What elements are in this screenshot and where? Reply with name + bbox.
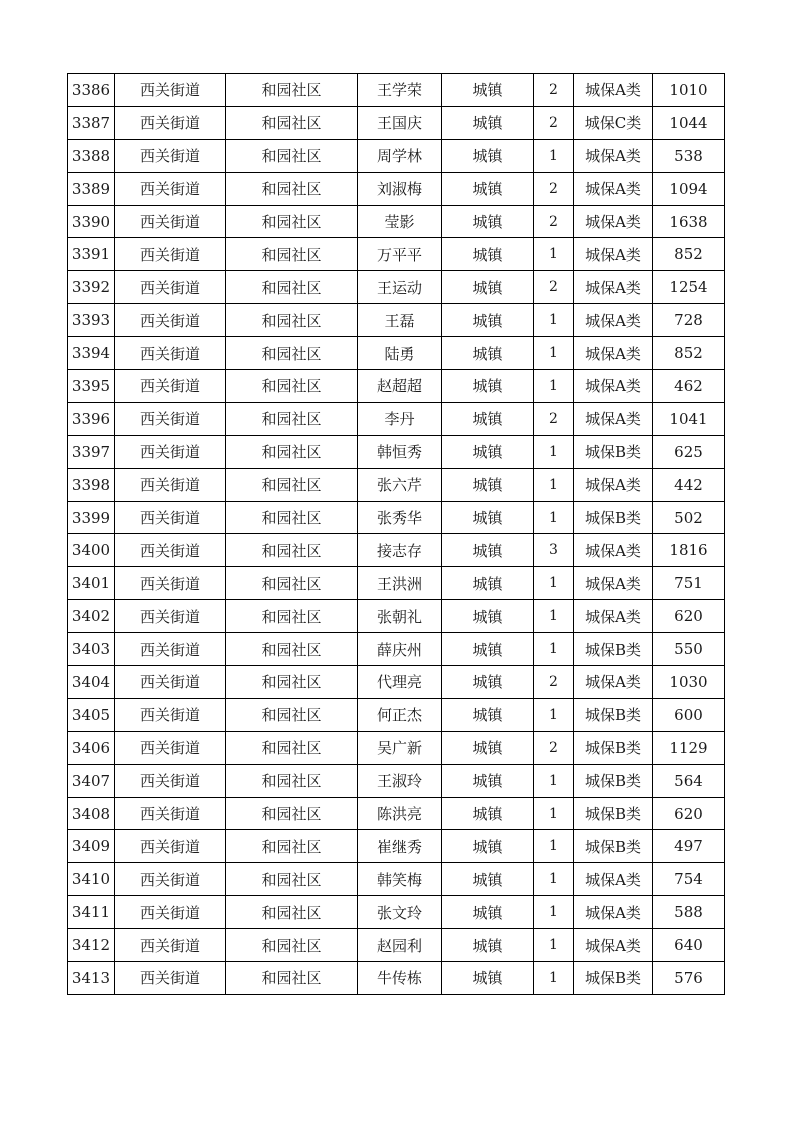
amount-cell: 576 xyxy=(653,962,725,995)
community-cell: 和园社区 xyxy=(226,238,358,271)
household-count-cell: 1 xyxy=(534,304,574,337)
seq-number-cell: 3403 xyxy=(68,633,115,666)
area-type-cell: 城镇 xyxy=(442,863,534,896)
insurance-category-cell: 城保A类 xyxy=(574,600,653,633)
amount-cell: 852 xyxy=(653,238,725,271)
household-count-cell: 1 xyxy=(534,468,574,501)
amount-cell: 751 xyxy=(653,567,725,600)
area-type-cell: 城镇 xyxy=(442,337,534,370)
name-cell: 薛庆州 xyxy=(358,633,442,666)
community-cell: 和园社区 xyxy=(226,271,358,304)
name-cell: 陆勇 xyxy=(358,337,442,370)
amount-cell: 754 xyxy=(653,863,725,896)
table-row xyxy=(68,337,725,370)
subdistrict-cell: 西关街道 xyxy=(115,896,226,929)
amount-cell: 550 xyxy=(653,633,725,666)
subdistrict-cell: 西关街道 xyxy=(115,304,226,337)
household-count-cell: 2 xyxy=(534,402,574,435)
table-row xyxy=(68,205,725,238)
amount-cell: 588 xyxy=(653,896,725,929)
seq-number-cell: 3392 xyxy=(68,271,115,304)
seq-number-cell: 3407 xyxy=(68,764,115,797)
table-row xyxy=(68,74,725,107)
household-count-cell: 2 xyxy=(534,731,574,764)
insurance-category-cell: 城保A类 xyxy=(574,468,653,501)
area-type-cell: 城镇 xyxy=(442,633,534,666)
table-row xyxy=(68,830,725,863)
name-cell: 何正杰 xyxy=(358,698,442,731)
insurance-category-cell: 城保B类 xyxy=(574,698,653,731)
amount-cell: 538 xyxy=(653,139,725,172)
seq-number-cell: 3398 xyxy=(68,468,115,501)
insurance-category-cell: 城保A类 xyxy=(574,863,653,896)
community-cell: 和园社区 xyxy=(226,74,358,107)
insurance-category-cell: 城保A类 xyxy=(574,402,653,435)
area-type-cell: 城镇 xyxy=(442,698,534,731)
seq-number-cell: 3391 xyxy=(68,238,115,271)
community-cell: 和园社区 xyxy=(226,501,358,534)
household-count-cell: 2 xyxy=(534,74,574,107)
household-count-cell: 2 xyxy=(534,172,574,205)
name-cell: 王磊 xyxy=(358,304,442,337)
community-cell: 和园社区 xyxy=(226,370,358,403)
name-cell: 刘淑梅 xyxy=(358,172,442,205)
table-row xyxy=(68,172,725,205)
amount-cell: 1010 xyxy=(653,74,725,107)
table-row xyxy=(68,731,725,764)
household-count-cell: 1 xyxy=(534,337,574,370)
name-cell: 万平平 xyxy=(358,238,442,271)
table-row xyxy=(68,797,725,830)
community-cell: 和园社区 xyxy=(226,468,358,501)
name-cell: 张文玲 xyxy=(358,896,442,929)
amount-cell: 625 xyxy=(653,435,725,468)
table-row xyxy=(68,238,725,271)
household-count-cell: 1 xyxy=(534,238,574,271)
area-type-cell: 城镇 xyxy=(442,731,534,764)
subdistrict-cell: 西关街道 xyxy=(115,370,226,403)
subdistrict-cell: 西关街道 xyxy=(115,962,226,995)
area-type-cell: 城镇 xyxy=(442,830,534,863)
amount-cell: 462 xyxy=(653,370,725,403)
seq-number-cell: 3409 xyxy=(68,830,115,863)
subdistrict-cell: 西关街道 xyxy=(115,106,226,139)
area-type-cell: 城镇 xyxy=(442,600,534,633)
area-type-cell: 城镇 xyxy=(442,74,534,107)
insurance-category-cell: 城保A类 xyxy=(574,74,653,107)
area-type-cell: 城镇 xyxy=(442,764,534,797)
name-cell: 陈洪亮 xyxy=(358,797,442,830)
subdistrict-cell: 西关街道 xyxy=(115,271,226,304)
name-cell: 王洪洲 xyxy=(358,567,442,600)
community-cell: 和园社区 xyxy=(226,863,358,896)
insurance-category-cell: 城保B类 xyxy=(574,435,653,468)
insurance-category-cell: 城保A类 xyxy=(574,337,653,370)
table-row xyxy=(68,567,725,600)
insurance-category-cell: 城保A类 xyxy=(574,139,653,172)
area-type-cell: 城镇 xyxy=(442,370,534,403)
name-cell: 莹影 xyxy=(358,205,442,238)
insurance-category-cell: 城保A类 xyxy=(574,304,653,337)
subdistrict-cell: 西关街道 xyxy=(115,929,226,962)
household-count-cell: 1 xyxy=(534,896,574,929)
name-cell: 李丹 xyxy=(358,402,442,435)
table-row xyxy=(68,139,725,172)
seq-number-cell: 3396 xyxy=(68,402,115,435)
insurance-category-cell: 城保B类 xyxy=(574,731,653,764)
table-row xyxy=(68,764,725,797)
table-row xyxy=(68,698,725,731)
community-cell: 和园社区 xyxy=(226,896,358,929)
insurance-category-cell: 城保A类 xyxy=(574,172,653,205)
amount-cell: 564 xyxy=(653,764,725,797)
table-row xyxy=(68,929,725,962)
area-type-cell: 城镇 xyxy=(442,172,534,205)
household-count-cell: 2 xyxy=(534,666,574,699)
household-count-cell: 1 xyxy=(534,698,574,731)
household-count-cell: 2 xyxy=(534,205,574,238)
insurance-category-cell: 城保A类 xyxy=(574,567,653,600)
insurance-category-cell: 城保A类 xyxy=(574,238,653,271)
household-count-cell: 1 xyxy=(534,797,574,830)
seq-number-cell: 3411 xyxy=(68,896,115,929)
subdistrict-cell: 西关街道 xyxy=(115,468,226,501)
community-cell: 和园社区 xyxy=(226,698,358,731)
subdistrict-cell: 西关街道 xyxy=(115,600,226,633)
name-cell: 韩笑梅 xyxy=(358,863,442,896)
area-type-cell: 城镇 xyxy=(442,567,534,600)
area-type-cell: 城镇 xyxy=(442,139,534,172)
seq-number-cell: 3389 xyxy=(68,172,115,205)
community-cell: 和园社区 xyxy=(226,337,358,370)
community-cell: 和园社区 xyxy=(226,567,358,600)
household-count-cell: 1 xyxy=(534,139,574,172)
area-type-cell: 城镇 xyxy=(442,797,534,830)
amount-cell: 1638 xyxy=(653,205,725,238)
table-row xyxy=(68,666,725,699)
seq-number-cell: 3405 xyxy=(68,698,115,731)
household-count-cell: 2 xyxy=(534,106,574,139)
subdistrict-cell: 西关街道 xyxy=(115,731,226,764)
name-cell: 王学荣 xyxy=(358,74,442,107)
subdistrict-cell: 西关街道 xyxy=(115,666,226,699)
table-body xyxy=(68,74,725,995)
area-type-cell: 城镇 xyxy=(442,666,534,699)
household-count-cell: 1 xyxy=(534,370,574,403)
table-row xyxy=(68,106,725,139)
subdistrict-cell: 西关街道 xyxy=(115,139,226,172)
seq-number-cell: 3406 xyxy=(68,731,115,764)
household-count-cell: 1 xyxy=(534,633,574,666)
seq-number-cell: 3399 xyxy=(68,501,115,534)
amount-cell: 620 xyxy=(653,797,725,830)
insurance-category-cell: 城保A类 xyxy=(574,271,653,304)
table-row xyxy=(68,402,725,435)
community-cell: 和园社区 xyxy=(226,600,358,633)
table-row xyxy=(68,271,725,304)
insurance-category-cell: 城保A类 xyxy=(574,666,653,699)
insurance-category-cell: 城保A类 xyxy=(574,534,653,567)
household-count-cell: 1 xyxy=(534,929,574,962)
table-row xyxy=(68,435,725,468)
community-cell: 和园社区 xyxy=(226,402,358,435)
community-cell: 和园社区 xyxy=(226,633,358,666)
amount-cell: 1094 xyxy=(653,172,725,205)
table-row xyxy=(68,370,725,403)
household-count-cell: 3 xyxy=(534,534,574,567)
area-type-cell: 城镇 xyxy=(442,896,534,929)
amount-cell: 600 xyxy=(653,698,725,731)
area-type-cell: 城镇 xyxy=(442,304,534,337)
subdistrict-cell: 西关街道 xyxy=(115,172,226,205)
household-count-cell: 1 xyxy=(534,567,574,600)
amount-cell: 442 xyxy=(653,468,725,501)
table-row xyxy=(68,633,725,666)
table-row xyxy=(68,863,725,896)
community-cell: 和园社区 xyxy=(226,435,358,468)
subdistrict-cell: 西关街道 xyxy=(115,797,226,830)
household-count-cell: 2 xyxy=(534,271,574,304)
amount-cell: 852 xyxy=(653,337,725,370)
insurance-category-cell: 城保B类 xyxy=(574,830,653,863)
table-row xyxy=(68,896,725,929)
subdistrict-cell: 西关街道 xyxy=(115,337,226,370)
insurance-category-cell: 城保A类 xyxy=(574,929,653,962)
amount-cell: 497 xyxy=(653,830,725,863)
table-row xyxy=(68,501,725,534)
household-count-cell: 1 xyxy=(534,764,574,797)
insurance-category-cell: 城保B类 xyxy=(574,764,653,797)
seq-number-cell: 3388 xyxy=(68,139,115,172)
seq-number-cell: 3413 xyxy=(68,962,115,995)
table-row xyxy=(68,962,725,995)
insurance-category-cell: 城保B类 xyxy=(574,962,653,995)
name-cell: 王淑玲 xyxy=(358,764,442,797)
community-cell: 和园社区 xyxy=(226,139,358,172)
community-cell: 和园社区 xyxy=(226,731,358,764)
amount-cell: 728 xyxy=(653,304,725,337)
subdistrict-cell: 西关街道 xyxy=(115,830,226,863)
area-type-cell: 城镇 xyxy=(442,435,534,468)
amount-cell: 1129 xyxy=(653,731,725,764)
subdistrict-cell: 西关街道 xyxy=(115,633,226,666)
community-cell: 和园社区 xyxy=(226,666,358,699)
table-row xyxy=(68,304,725,337)
subdistrict-cell: 西关街道 xyxy=(115,501,226,534)
household-count-cell: 1 xyxy=(534,501,574,534)
name-cell: 牛传栋 xyxy=(358,962,442,995)
community-cell: 和园社区 xyxy=(226,106,358,139)
insurance-category-cell: 城保B类 xyxy=(574,501,653,534)
table-row xyxy=(68,534,725,567)
name-cell: 吴广新 xyxy=(358,731,442,764)
data-table xyxy=(67,73,725,995)
seq-number-cell: 3408 xyxy=(68,797,115,830)
seq-number-cell: 3390 xyxy=(68,205,115,238)
area-type-cell: 城镇 xyxy=(442,238,534,271)
name-cell: 王国庆 xyxy=(358,106,442,139)
subdistrict-cell: 西关街道 xyxy=(115,74,226,107)
insurance-category-cell: 城保B类 xyxy=(574,797,653,830)
household-count-cell: 1 xyxy=(534,435,574,468)
insurance-category-cell: 城保A类 xyxy=(574,896,653,929)
seq-number-cell: 3410 xyxy=(68,863,115,896)
household-count-cell: 1 xyxy=(534,600,574,633)
amount-cell: 1041 xyxy=(653,402,725,435)
name-cell: 周学林 xyxy=(358,139,442,172)
community-cell: 和园社区 xyxy=(226,534,358,567)
amount-cell: 1030 xyxy=(653,666,725,699)
table-row xyxy=(68,600,725,633)
insurance-category-cell: 城保B类 xyxy=(574,633,653,666)
community-cell: 和园社区 xyxy=(226,962,358,995)
name-cell: 王运动 xyxy=(358,271,442,304)
community-cell: 和园社区 xyxy=(226,172,358,205)
seq-number-cell: 3404 xyxy=(68,666,115,699)
seq-number-cell: 3402 xyxy=(68,600,115,633)
seq-number-cell: 3401 xyxy=(68,567,115,600)
household-count-cell: 1 xyxy=(534,830,574,863)
name-cell: 张秀华 xyxy=(358,501,442,534)
name-cell: 接志存 xyxy=(358,534,442,567)
community-cell: 和园社区 xyxy=(226,797,358,830)
area-type-cell: 城镇 xyxy=(442,205,534,238)
table-row xyxy=(68,468,725,501)
area-type-cell: 城镇 xyxy=(442,501,534,534)
seq-number-cell: 3387 xyxy=(68,106,115,139)
seq-number-cell: 3397 xyxy=(68,435,115,468)
subdistrict-cell: 西关街道 xyxy=(115,863,226,896)
community-cell: 和园社区 xyxy=(226,929,358,962)
household-count-cell: 1 xyxy=(534,863,574,896)
subdistrict-cell: 西关街道 xyxy=(115,567,226,600)
amount-cell: 1254 xyxy=(653,271,725,304)
amount-cell: 502 xyxy=(653,501,725,534)
name-cell: 赵园利 xyxy=(358,929,442,962)
amount-cell: 1816 xyxy=(653,534,725,567)
seq-number-cell: 3395 xyxy=(68,370,115,403)
area-type-cell: 城镇 xyxy=(442,468,534,501)
subdistrict-cell: 西关街道 xyxy=(115,435,226,468)
name-cell: 张朝礼 xyxy=(358,600,442,633)
seq-number-cell: 3393 xyxy=(68,304,115,337)
name-cell: 赵超超 xyxy=(358,370,442,403)
amount-cell: 1044 xyxy=(653,106,725,139)
subdistrict-cell: 西关街道 xyxy=(115,238,226,271)
insurance-category-cell: 城保C类 xyxy=(574,106,653,139)
subdistrict-cell: 西关街道 xyxy=(115,205,226,238)
insurance-category-cell: 城保A类 xyxy=(574,205,653,238)
name-cell: 崔继秀 xyxy=(358,830,442,863)
seq-number-cell: 3412 xyxy=(68,929,115,962)
area-type-cell: 城镇 xyxy=(442,271,534,304)
household-count-cell: 1 xyxy=(534,962,574,995)
seq-number-cell: 3394 xyxy=(68,337,115,370)
amount-cell: 620 xyxy=(653,600,725,633)
seq-number-cell: 3400 xyxy=(68,534,115,567)
insurance-category-cell: 城保A类 xyxy=(574,370,653,403)
seq-number-cell: 3386 xyxy=(68,74,115,107)
community-cell: 和园社区 xyxy=(226,830,358,863)
area-type-cell: 城镇 xyxy=(442,929,534,962)
subdistrict-cell: 西关街道 xyxy=(115,534,226,567)
community-cell: 和园社区 xyxy=(226,764,358,797)
area-type-cell: 城镇 xyxy=(442,106,534,139)
community-cell: 和园社区 xyxy=(226,304,358,337)
subdistrict-cell: 西关街道 xyxy=(115,402,226,435)
name-cell: 张六芹 xyxy=(358,468,442,501)
name-cell: 韩恒秀 xyxy=(358,435,442,468)
subdistrict-cell: 西关街道 xyxy=(115,764,226,797)
area-type-cell: 城镇 xyxy=(442,962,534,995)
subdistrict-cell: 西关街道 xyxy=(115,698,226,731)
name-cell: 代理亮 xyxy=(358,666,442,699)
amount-cell: 640 xyxy=(653,929,725,962)
community-cell: 和园社区 xyxy=(226,205,358,238)
area-type-cell: 城镇 xyxy=(442,402,534,435)
area-type-cell: 城镇 xyxy=(442,534,534,567)
